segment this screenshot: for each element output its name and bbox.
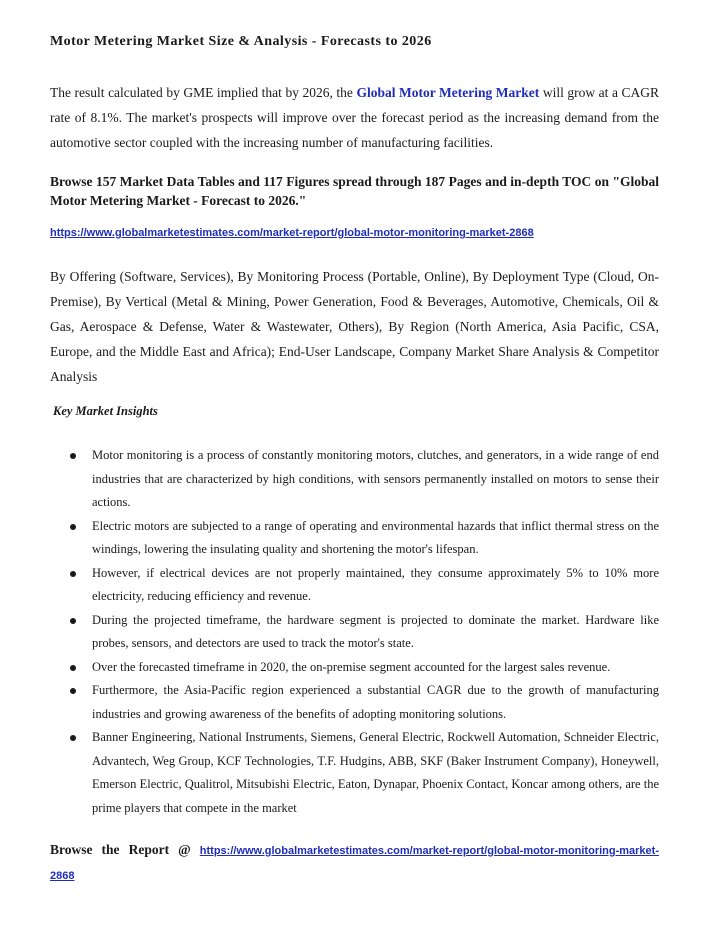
segmentation-paragraph: By Offering (Software, Services), By Monitoring Process (Portable, Online), By Deployment Type (Cloud, On-Premise), By Vertical (Metal & Mining, Power Generation, Food & Beverages, Automotive, Chemicals, Oil & Gas, Aerospace & Defense, Water & Wastewater, Others), By Region (North America, Asia Pacific, CSA, Europe, and the Middle East and Africa); End-User Landscape, Company Market Share Analysis & Competitor Analysis — [50, 269, 659, 384]
browse-tables-paragraph: Browse 157 Market Data Tables and 117 Figures spread through 187 Pages and in-depth TOC on "Global Motor Metering Market - Forecast to 2026." — [50, 174, 659, 208]
insight-item — [50, 515, 659, 562]
insight-text: Electric motors are subjected to a range of operating and environmental hazards that inflict thermal stress on the windings, lowering the insulating quality and shortening the motor's lifespan. — [92, 518, 659, 556]
bullet-icon — [70, 524, 76, 530]
browse-report-label: Browse the Report @ — [50, 842, 200, 857]
browse-report-line — [50, 838, 659, 888]
intro-text-start: The result calculated by GME implied that by 2026, the — [50, 85, 357, 100]
bullet-icon — [70, 571, 76, 577]
bullet-icon — [70, 688, 76, 694]
insight-text: Banner Engineering, National Instruments, Siemens, General Electric, Rockwell Automation, Schneider Electric, Advantech, Weg Group, KCF Technologies, T.F. Hudgins, ABB, SKF (Baker Instrument Company), Honeywell, Emerson Electric, Qualitrol, Mitsubishi Electric, Eaton, Dynapar, Phoenix Contact, Koncar among others, are the prime players that compete in the market — [92, 730, 659, 815]
insight-item — [50, 562, 659, 609]
bullet-icon — [70, 665, 76, 671]
intro-text-end: will grow at a CAGR rate of 8.1%. The market's prospects will improve over the forecast period as the increasing demand from the automotive sector coupled with the increasing number of manufacturing facilities. — [50, 85, 659, 150]
document-title: Motor Metering Market Size & Analysis - Forecasts to 2026 — [50, 34, 432, 49]
insight-item — [50, 679, 659, 726]
bullet-icon — [70, 453, 76, 459]
report-link[interactable]: https://www.globalmarketestimates.com/market-report/global-motor-monitoring-market-2868 — [50, 227, 534, 239]
insight-text: Furthermore, the Asia-Pacific region experienced a substantial CAGR due to the growth of manufacturing industries and growing awareness of the benefits of adopting monitoring solutions. — [92, 683, 659, 721]
browse-report-link[interactable]: https://www.globalmarketestimates.com/market-report/global-motor-monitoring-market-2868 — [50, 845, 659, 882]
insight-item — [50, 444, 659, 515]
insight-item — [50, 726, 659, 820]
intro-paragraph — [50, 80, 659, 155]
insight-text: Motor monitoring is a process of constantly monitoring motors, clutches, and generators, in a wide range of end industries that are characterized by high conditions, with sensors permanently installed on motors to sense their actions. — [92, 448, 659, 509]
bullet-icon — [70, 618, 76, 624]
key-insights-heading: Key Market Insights — [53, 404, 158, 418]
insights-list — [50, 444, 659, 820]
insight-text: Over the forecasted timeframe in 2020, the on-premise segment accounted for the largest sales revenue. — [92, 659, 611, 674]
bullet-icon — [70, 735, 76, 741]
market-name-highlight: Global Motor Metering Market — [356, 85, 540, 100]
insight-text: However, if electrical devices are not properly maintained, they consume approximately 5% to 10% more electricity, reducing efficiency and revenue. — [92, 565, 659, 603]
insight-item — [50, 656, 659, 680]
insight-text: During the projected timeframe, the hardware segment is projected to dominate the market. Hardware like probes, sensors, and detectors are used to track the motor's state. — [92, 612, 659, 650]
insight-item — [50, 609, 659, 656]
